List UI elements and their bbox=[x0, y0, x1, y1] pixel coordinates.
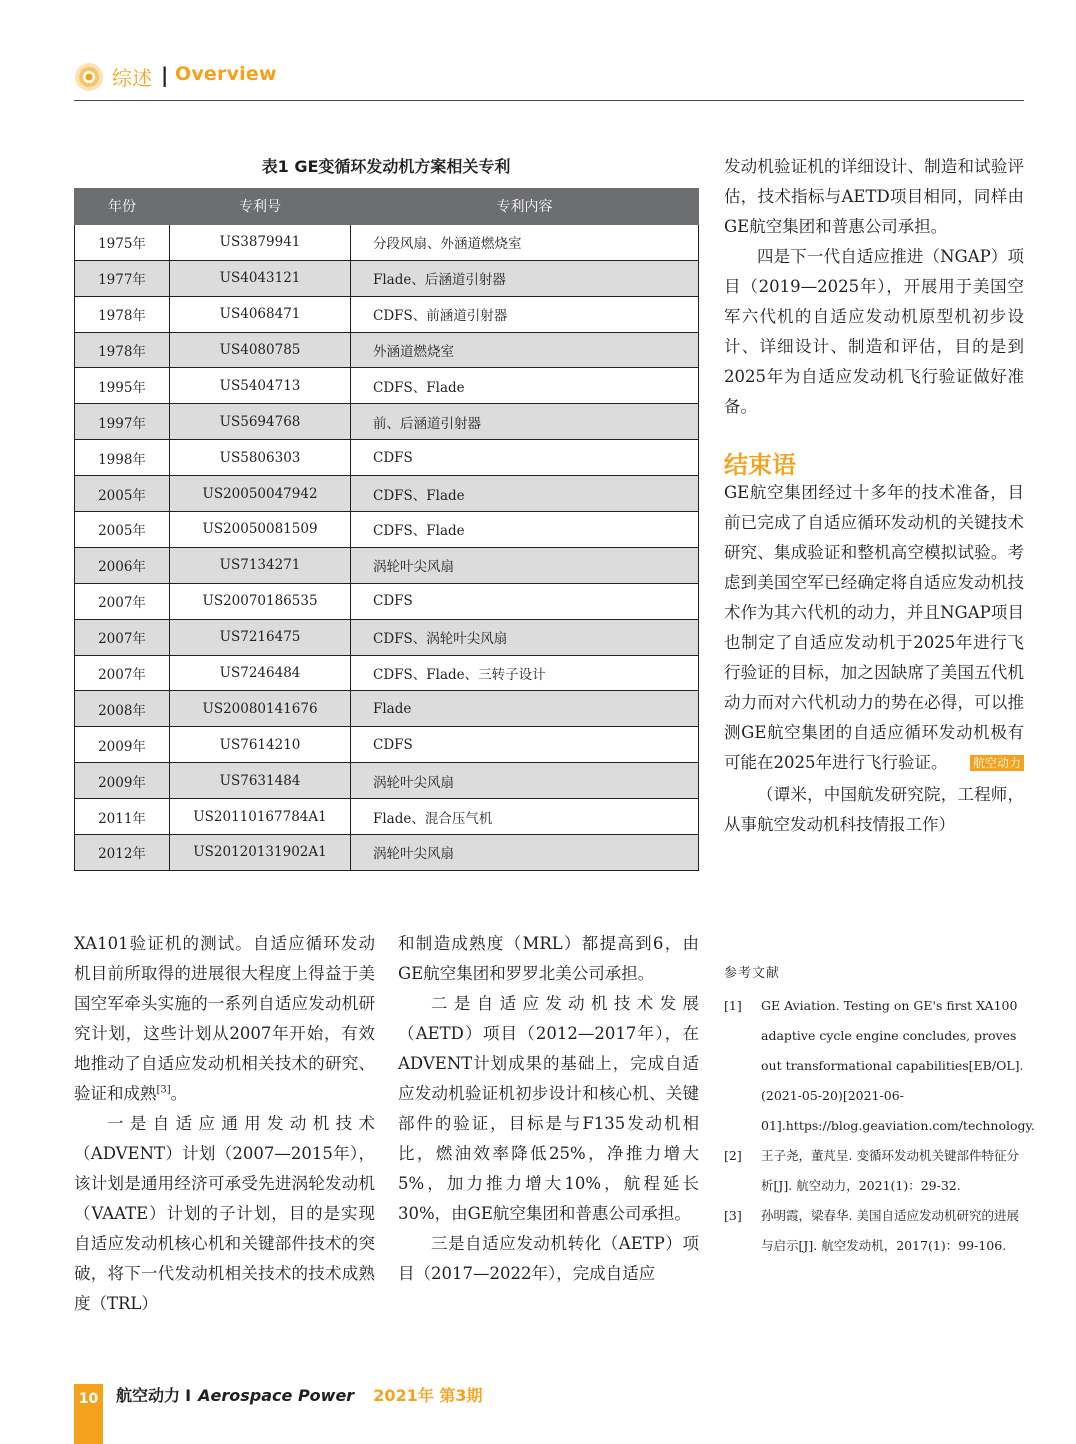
table-row bbox=[75, 835, 699, 871]
cell-year: 2006年 bbox=[75, 547, 170, 583]
cell-year: 2008年 bbox=[75, 691, 170, 727]
cell-patent-no: US4043121 bbox=[170, 260, 351, 296]
cell-patent-no: US20080141676 bbox=[170, 691, 351, 727]
reference-item bbox=[724, 1141, 1024, 1201]
cell-year: 2009年 bbox=[75, 727, 170, 763]
table-row bbox=[75, 691, 699, 727]
table-row bbox=[75, 799, 699, 835]
section-title-cn: 综述 bbox=[112, 66, 152, 90]
cell-patent-no: US5404713 bbox=[170, 368, 351, 404]
cell-year: 2012年 bbox=[75, 835, 170, 871]
table-row bbox=[75, 224, 699, 260]
cell-content: CDFS、Flade bbox=[351, 368, 699, 404]
cell-patent-no: US20120131902A1 bbox=[170, 835, 351, 871]
table-row bbox=[75, 476, 699, 512]
journal-name-en: Aerospace Power bbox=[198, 1386, 355, 1405]
paragraph: 三是自适应发动机转化（AETP）项目（2017—2022年），完成自适应 bbox=[398, 1234, 699, 1283]
column-header-year: 年份 bbox=[75, 189, 170, 225]
cell-year: 2007年 bbox=[75, 619, 170, 655]
paragraph: 二是自适应发动机技术发展（AETD）项目（2012—2017年），在ADVENT计划成果的基础上，完成自适应发动机验证机初步设计和核心机、关键部件的验证，目标是与F135发动机相比，燃油效率降低25%，净推力增大5%，加力推力增大10%，航程延长30%，由GE航空集团和普惠公司承担。 bbox=[398, 994, 699, 1223]
cell-content: Flade bbox=[351, 691, 699, 727]
table-row bbox=[75, 368, 699, 404]
reference-number: [1] bbox=[724, 998, 742, 1013]
cell-content: CDFS bbox=[351, 440, 699, 476]
cell-content: CDFS、涡轮叶尖风扇 bbox=[351, 619, 699, 655]
cell-content: 涡轮叶尖风扇 bbox=[351, 763, 699, 799]
cell-patent-no: US20050081509 bbox=[170, 512, 351, 548]
paragraph-end: 。 bbox=[170, 1084, 188, 1103]
paragraph: 四是下一代自适应推进（NGAP）项目（2019—2025年），开展用于美国空军六代机的自适应发动机原型机初步设计、详细设计、制造和评估，目的是到2025年为自适应发动机飞行验证做好准备。 bbox=[724, 247, 1024, 416]
section-heading-conclusion: 结束语 bbox=[724, 451, 796, 479]
cell-content: 涡轮叶尖风扇 bbox=[351, 835, 699, 871]
table-row bbox=[75, 727, 699, 763]
table-caption: 表1 GE变循环发动机方案相关专利 bbox=[261, 157, 511, 176]
cell-patent-no: US20110167784A1 bbox=[170, 799, 351, 835]
cell-year: 1997年 bbox=[75, 404, 170, 440]
references-heading: 参考文献 bbox=[724, 966, 781, 981]
reference-number: [2] bbox=[724, 1148, 742, 1163]
column-header-content: 专利内容 bbox=[351, 189, 699, 225]
reference-item bbox=[724, 1201, 1024, 1261]
page-footer bbox=[116, 1384, 483, 1408]
cell-year: 1975年 bbox=[75, 224, 170, 260]
table-row bbox=[75, 655, 699, 691]
cell-year: 1978年 bbox=[75, 332, 170, 368]
table-row bbox=[75, 583, 699, 619]
cell-year: 2005年 bbox=[75, 476, 170, 512]
text-column-3 bbox=[724, 152, 1024, 840]
reference-number: [3] bbox=[724, 1208, 742, 1223]
table-row bbox=[75, 763, 699, 799]
cell-year: 2005年 bbox=[75, 512, 170, 548]
page-number: 10 bbox=[78, 1391, 99, 1407]
cell-patent-no: US5694768 bbox=[170, 404, 351, 440]
cell-year: 1978年 bbox=[75, 296, 170, 332]
section-title-en: Overview bbox=[175, 63, 277, 85]
cell-year: 1998年 bbox=[75, 440, 170, 476]
patent-table bbox=[74, 188, 699, 871]
references bbox=[724, 962, 1035, 1261]
cell-year: 2011年 bbox=[75, 799, 170, 835]
paragraph-text: GE航空集团经过十多年的技术准备，目前已完成了自适应循环发动机的关键技术研究、集成验证和整机高空模拟试验。考虑到美国空军已经确定将自适应发动机技术作为其六代机的动力，并且NGAP项目也制定了自适应发动机于2025年进行飞行验证的目标，加之因缺席了美国五代机动力而对六代机动力的势在必得，可以推测GE航空集团的自适应循环发动机极有可能在2025年进行飞行验证。 bbox=[724, 483, 1024, 772]
cell-content: CDFS bbox=[351, 727, 699, 763]
cell-year: 2007年 bbox=[75, 655, 170, 691]
table-row bbox=[75, 512, 699, 548]
cell-year: 1977年 bbox=[75, 260, 170, 296]
cell-content: Flade、后涵道引射器 bbox=[351, 260, 699, 296]
reference-text: GE Aviation. Testing on GE's first XA100 adaptive cycle engine concludes, proves out transformational capabilities[EB/OL]. (2021-05-20)[2021-06-01].https://blog.geaviation.com/technology. bbox=[761, 998, 1035, 1133]
table-row bbox=[75, 547, 699, 583]
reference-text: 孙明霞，梁春华. 美国自适应发动机研究的进展与启示[J]. 航空发动机，2017(1)：99-106. bbox=[761, 1208, 1019, 1253]
cell-patent-no: US7134271 bbox=[170, 547, 351, 583]
table-row bbox=[75, 296, 699, 332]
paragraph-text: XA101验证机的测试。自适应循环发动机目前所取得的进展很大程度上得益于美国空军牵头实施的一系列自适应发动机研究计划，这些计划从2007年开始，有效地推动了自适应发动机相关技术的研究、验证和成熟 bbox=[74, 934, 375, 1103]
reference-item bbox=[724, 991, 1035, 1141]
cell-patent-no: US7614210 bbox=[170, 727, 351, 763]
reference-text: 王子尧，董芃呈. 变循环发动机关键部件特征分析[J]. 航空动力，2021(1)：29-32. bbox=[761, 1148, 1019, 1193]
section-badge-icon bbox=[74, 62, 104, 92]
cell-content: CDFS、Flade bbox=[351, 476, 699, 512]
cell-patent-no: US4080785 bbox=[170, 332, 351, 368]
table-header-row bbox=[75, 189, 699, 225]
table-row bbox=[75, 260, 699, 296]
cell-content: 外涵道燃烧室 bbox=[351, 332, 699, 368]
end-mark-logo: 航空动力 bbox=[970, 755, 1024, 771]
table-row bbox=[75, 619, 699, 655]
paragraph bbox=[74, 929, 375, 1109]
cell-patent-no: US3879941 bbox=[170, 224, 351, 260]
journal-issue: 2021年 第3期 bbox=[373, 1386, 483, 1405]
paragraph: 和制造成熟度（MRL）都提高到6，由GE航空集团和罗罗北美公司承担。 bbox=[398, 934, 699, 983]
table-row bbox=[75, 440, 699, 476]
cell-patent-no: US7216475 bbox=[170, 619, 351, 655]
citation-mark: [3] bbox=[156, 1084, 171, 1096]
cell-year: 2007年 bbox=[75, 583, 170, 619]
cell-content: 前、后涵道引射器 bbox=[351, 404, 699, 440]
cell-content: Flade、混合压气机 bbox=[351, 799, 699, 835]
paragraph: 发动机验证机的详细设计、制造和试验评估，技术指标与AETD项目相同，同样由GE航空集团和普惠公司承担。 bbox=[724, 157, 1024, 236]
journal-name-cn: 航空动力 bbox=[116, 1386, 181, 1405]
cell-patent-no: US20050047942 bbox=[170, 476, 351, 512]
table-row bbox=[75, 332, 699, 368]
cell-patent-no: US5806303 bbox=[170, 440, 351, 476]
cell-content: CDFS、Flade bbox=[351, 512, 699, 548]
text-column-1 bbox=[74, 929, 375, 1319]
column-header-patent-no: 专利号 bbox=[170, 189, 351, 225]
author-info: （谭米，中国航发研究院，工程师，从事航空发动机科技情报工作） bbox=[724, 785, 1024, 834]
cell-year: 1995年 bbox=[75, 368, 170, 404]
paragraph: 一是自适应通用发动机技术（ADVENT）计划（2007—2015年），该计划是通用经济可承受先进涡轮发动机（VAATE）计划的子计划，目的是实现自适应发动机核心机和关键部件技术的突破，将下一代发动机相关技术的技术成熟度（TRL） bbox=[74, 1114, 375, 1313]
cell-content: 分段风扇、外涵道燃烧室 bbox=[351, 224, 699, 260]
header-divider: | bbox=[161, 63, 169, 87]
cell-patent-no: US7246484 bbox=[170, 655, 351, 691]
cell-content: CDFS bbox=[351, 583, 699, 619]
cell-content: CDFS、Flade、三转子设计 bbox=[351, 655, 699, 691]
cell-patent-no: US20070186535 bbox=[170, 583, 351, 619]
cell-content: CDFS、前涵道引射器 bbox=[351, 296, 699, 332]
cell-patent-no: US4068471 bbox=[170, 296, 351, 332]
table-row bbox=[75, 404, 699, 440]
cell-year: 2009年 bbox=[75, 763, 170, 799]
text-column-2 bbox=[398, 929, 699, 1289]
paragraph bbox=[724, 478, 1024, 778]
cell-patent-no: US7631484 bbox=[170, 763, 351, 799]
cell-content: 涡轮叶尖风扇 bbox=[351, 547, 699, 583]
page-header bbox=[74, 60, 1024, 101]
footer-separator: I bbox=[185, 1386, 192, 1405]
